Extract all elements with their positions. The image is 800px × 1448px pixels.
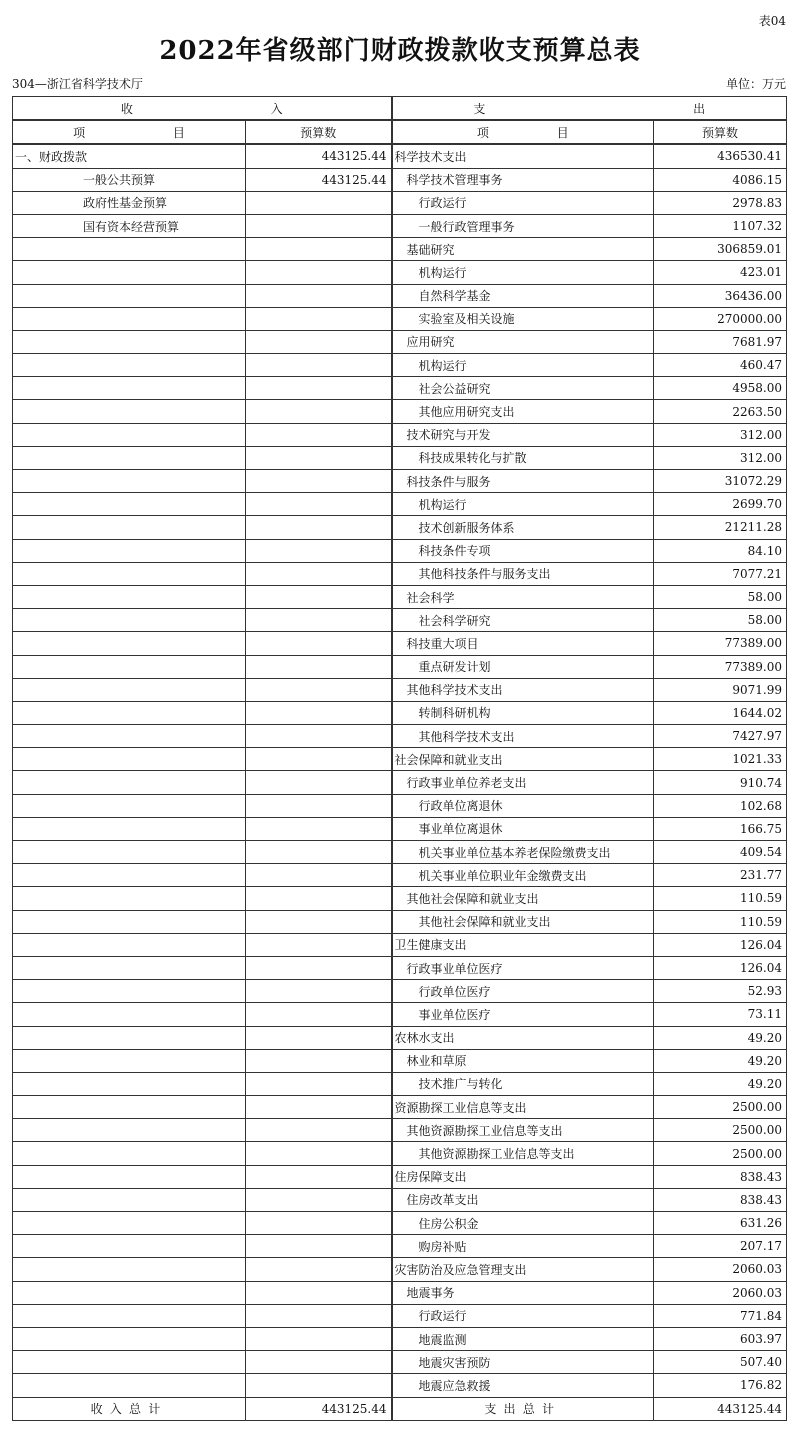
income-value-cell [246, 1188, 392, 1211]
expense-item-cell: 地震灾害预防 [392, 1351, 654, 1374]
income-value-cell [246, 980, 392, 1003]
department-label: 304—浙江省科学技术厅 [12, 77, 143, 91]
expense-item-cell: 技术研究与开发 [392, 423, 654, 446]
expense-value-cell: 110.59 [654, 910, 787, 933]
table-number: 表04 [758, 14, 786, 28]
income-item-cell [13, 1119, 246, 1142]
expense-value-cell: 771.84 [654, 1304, 787, 1327]
expense-value-cell: 306859.01 [654, 238, 787, 261]
expense-value-cell: 36436.00 [654, 284, 787, 307]
income-item-cell [13, 910, 246, 933]
income-value-cell [246, 933, 392, 956]
expense-value-cell: 409.54 [654, 841, 787, 864]
income-item-cell [13, 1304, 246, 1327]
expense-value-cell: 2263.50 [654, 400, 787, 423]
table-row [13, 307, 787, 330]
expense-value-cell: 49.20 [654, 1026, 787, 1049]
expense-item-cell: 行政运行 [392, 191, 654, 214]
expense-item-cell: 其他社会保障和就业支出 [392, 887, 654, 910]
expense-value-cell: 270000.00 [654, 307, 787, 330]
income-item-cell: 政府性基金预算 [13, 191, 246, 214]
table-row [13, 1281, 787, 1304]
expense-item-cell: 实验室及相关设施 [392, 307, 654, 330]
expense-item-cell: 其他科学技术支出 [392, 725, 654, 748]
table-row [13, 284, 787, 307]
income-value-cell [246, 470, 392, 493]
expense-value-cell: 1021.33 [654, 748, 787, 771]
expense-item-cell: 林业和草原 [392, 1049, 654, 1072]
expense-item-header: 项 目 [392, 120, 654, 144]
expense-value-cell: 631.26 [654, 1212, 787, 1235]
budget-table [12, 96, 787, 1421]
income-item-cell [13, 864, 246, 887]
income-item-cell [13, 284, 246, 307]
income-value-cell [246, 400, 392, 423]
expense-value-cell: 910.74 [654, 771, 787, 794]
income-value-cell [246, 1281, 392, 1304]
table-row [13, 423, 787, 446]
table-row [13, 1072, 787, 1095]
income-value-cell [246, 910, 392, 933]
expense-value-cell: 49.20 [654, 1049, 787, 1072]
income-value-cell [246, 1096, 392, 1119]
table-row [13, 1119, 787, 1142]
income-item-cell [13, 539, 246, 562]
income-item-cell [13, 585, 246, 608]
expense-value-cell: 1107.32 [654, 214, 787, 237]
expense-item-cell: 其他资源勘探工业信息等支出 [392, 1119, 654, 1142]
income-value-cell [246, 1049, 392, 1072]
expense-value-cell: 231.77 [654, 864, 787, 887]
expense-value-cell: 84.10 [654, 539, 787, 562]
totals-row [13, 1397, 787, 1420]
expense-item-cell: 其他科技条件与服务支出 [392, 562, 654, 585]
income-item-cell [13, 1235, 246, 1258]
income-value-cell [246, 562, 392, 585]
expense-item-cell: 科学技术支出 [392, 144, 654, 168]
income-value-cell [246, 214, 392, 237]
table-row [13, 1188, 787, 1211]
income-item-cell [13, 748, 246, 771]
income-item-cell [13, 701, 246, 724]
income-item-cell [13, 841, 246, 864]
income-item-cell [13, 423, 246, 446]
income-item-cell [13, 400, 246, 423]
expense-item-cell: 技术推广与转化 [392, 1072, 654, 1095]
page-title: 2022年省级部门财政拨款收支预算总表 [159, 36, 641, 66]
income-item-cell [13, 771, 246, 794]
table-row [13, 168, 787, 191]
income-item-cell [13, 330, 246, 353]
income-item-header: 项 目 [13, 120, 246, 144]
expense-item-cell: 行政单位离退休 [392, 794, 654, 817]
expense-item-cell: 农林水支出 [392, 1026, 654, 1049]
table-row [13, 1142, 787, 1165]
income-total-label: 收入总计 [13, 1397, 246, 1420]
table-row [13, 191, 787, 214]
expense-item-cell: 自然科学基金 [392, 284, 654, 307]
expense-total-label: 支出总计 [392, 1397, 654, 1420]
expense-budget-header: 预算数 [654, 120, 787, 144]
income-item-cell [13, 655, 246, 678]
expense-item-cell: 科学技术管理事务 [392, 168, 654, 191]
expense-item-cell: 机构运行 [392, 261, 654, 284]
income-item-cell [13, 609, 246, 632]
table-row [13, 1096, 787, 1119]
income-item-cell [13, 562, 246, 585]
income-value-cell [246, 1072, 392, 1095]
expense-item-cell: 社会科学研究 [392, 609, 654, 632]
expense-value-cell: 58.00 [654, 585, 787, 608]
table-row [13, 748, 787, 771]
expense-value-cell: 176.82 [654, 1374, 787, 1397]
income-item-cell [13, 817, 246, 840]
income-value-cell [246, 261, 392, 284]
expense-item-cell: 机构运行 [392, 493, 654, 516]
expense-value-cell: 4086.15 [654, 168, 787, 191]
income-value-cell: 443125.44 [246, 168, 392, 191]
table-row [13, 1327, 787, 1350]
table-row [13, 493, 787, 516]
table-row [13, 817, 787, 840]
income-value-cell [246, 1003, 392, 1026]
income-value-cell [246, 423, 392, 446]
income-value-cell [246, 609, 392, 632]
income-item-cell [13, 887, 246, 910]
expense-value-cell: 2060.03 [654, 1281, 787, 1304]
expense-value-cell: 312.00 [654, 423, 787, 446]
table-row [13, 539, 787, 562]
table-row [13, 238, 787, 261]
income-item-cell [13, 238, 246, 261]
expense-value-cell: 2500.00 [654, 1119, 787, 1142]
income-item-cell [13, 377, 246, 400]
income-value-cell [246, 748, 392, 771]
income-value-cell [246, 887, 392, 910]
table-row [13, 933, 787, 956]
income-item-cell [13, 980, 246, 1003]
table-row [13, 261, 787, 284]
income-value-cell [246, 1212, 392, 1235]
income-item-cell [13, 1165, 246, 1188]
income-item-cell [13, 1258, 246, 1281]
table-row [13, 771, 787, 794]
income-value-cell [246, 1235, 392, 1258]
expense-item-cell: 行政事业单位养老支出 [392, 771, 654, 794]
income-item-cell [13, 725, 246, 748]
expense-value-cell: 603.97 [654, 1327, 787, 1350]
income-item-cell [13, 1374, 246, 1397]
expense-value-cell: 207.17 [654, 1235, 787, 1258]
expense-value-cell: 2500.00 [654, 1096, 787, 1119]
income-item-cell [13, 470, 246, 493]
income-item-cell: 一、财政拨款 [13, 144, 246, 168]
table-row [13, 980, 787, 1003]
income-item-cell: 国有资本经营预算 [13, 214, 246, 237]
income-item-cell [13, 516, 246, 539]
income-budget-header: 预算数 [246, 120, 392, 144]
expense-section-header: 支 出 [392, 97, 787, 121]
income-value-cell [246, 632, 392, 655]
unit-label: 单位：万元 [725, 77, 786, 91]
income-item-cell [13, 1351, 246, 1374]
income-value-cell [246, 493, 392, 516]
expense-value-cell: 73.11 [654, 1003, 787, 1026]
expense-item-cell: 灾害防治及应急管理支出 [392, 1258, 654, 1281]
income-value-cell [246, 1119, 392, 1142]
expense-value-cell: 110.59 [654, 887, 787, 910]
expense-value-cell: 126.04 [654, 933, 787, 956]
income-value-cell [246, 539, 392, 562]
table-row [13, 354, 787, 377]
expense-item-cell: 技术创新服务体系 [392, 516, 654, 539]
expense-total-value: 443125.44 [654, 1397, 787, 1420]
expense-item-cell: 资源勘探工业信息等支出 [392, 1096, 654, 1119]
expense-value-cell: 1644.02 [654, 701, 787, 724]
income-value-cell [246, 864, 392, 887]
expense-value-cell: 102.68 [654, 794, 787, 817]
expense-value-cell: 126.04 [654, 956, 787, 979]
income-value-cell [246, 1026, 392, 1049]
income-item-cell [13, 1142, 246, 1165]
table-row [13, 1304, 787, 1327]
income-item-cell [13, 956, 246, 979]
income-item-cell [13, 1096, 246, 1119]
expense-item-cell: 住房保障支出 [392, 1165, 654, 1188]
table-row [13, 585, 787, 608]
income-item-cell [13, 1072, 246, 1095]
income-value-cell [246, 701, 392, 724]
income-item-cell [13, 1003, 246, 1026]
table-row [13, 562, 787, 585]
expense-item-cell: 事业单位医疗 [392, 1003, 654, 1026]
table-row [13, 655, 787, 678]
expense-item-cell: 其他科学技术支出 [392, 678, 654, 701]
expense-value-cell: 2060.03 [654, 1258, 787, 1281]
income-item-cell [13, 307, 246, 330]
table-row [13, 377, 787, 400]
expense-value-cell: 4958.00 [654, 377, 787, 400]
expense-item-cell: 机关事业单位职业年金缴费支出 [392, 864, 654, 887]
table-row [13, 1351, 787, 1374]
income-value-cell [246, 655, 392, 678]
table-row [13, 330, 787, 353]
expense-value-cell: 49.20 [654, 1072, 787, 1095]
income-value-cell [246, 284, 392, 307]
expense-value-cell: 7427.97 [654, 725, 787, 748]
expense-item-cell: 住房改革支出 [392, 1188, 654, 1211]
expense-value-cell: 7681.97 [654, 330, 787, 353]
income-value-cell [246, 1351, 392, 1374]
income-item-cell [13, 493, 246, 516]
income-item-cell [13, 933, 246, 956]
expense-value-cell: 52.93 [654, 980, 787, 1003]
table-row [13, 887, 787, 910]
table-row [13, 701, 787, 724]
table-row [13, 144, 787, 168]
table-row [13, 956, 787, 979]
expense-item-cell: 地震应急救援 [392, 1374, 654, 1397]
expense-item-cell: 重点研发计划 [392, 655, 654, 678]
expense-value-cell: 2699.70 [654, 493, 787, 516]
expense-item-cell: 行政事业单位医疗 [392, 956, 654, 979]
table-row [13, 910, 787, 933]
expense-item-cell: 一般行政管理事务 [392, 214, 654, 237]
income-value-cell [246, 771, 392, 794]
expense-item-cell: 行政单位医疗 [392, 980, 654, 1003]
expense-value-cell: 58.00 [654, 609, 787, 632]
header-row-columns [13, 120, 787, 144]
expense-item-cell: 地震监测 [392, 1327, 654, 1350]
expense-value-cell: 2500.00 [654, 1142, 787, 1165]
income-item-cell: 一般公共预算 [13, 168, 246, 191]
income-item-cell [13, 1212, 246, 1235]
income-item-cell [13, 446, 246, 469]
expense-value-cell: 2978.83 [654, 191, 787, 214]
expense-item-cell: 其他应用研究支出 [392, 400, 654, 423]
header-row-sections [13, 97, 787, 121]
income-total-value: 443125.44 [246, 1397, 392, 1420]
income-value-cell [246, 956, 392, 979]
income-value-cell [246, 1304, 392, 1327]
expense-item-cell: 科技条件与服务 [392, 470, 654, 493]
table-row [13, 864, 787, 887]
income-value-cell [246, 1327, 392, 1350]
expense-item-cell: 基础研究 [392, 238, 654, 261]
income-value-cell [246, 446, 392, 469]
expense-value-cell: 507.40 [654, 1351, 787, 1374]
expense-value-cell: 9071.99 [654, 678, 787, 701]
income-value-cell [246, 238, 392, 261]
income-value-cell: 443125.44 [246, 144, 392, 168]
expense-item-cell: 机关事业单位基本养老保险缴费支出 [392, 841, 654, 864]
income-value-cell [246, 841, 392, 864]
table-row [13, 794, 787, 817]
income-item-cell [13, 1026, 246, 1049]
income-item-cell [13, 794, 246, 817]
expense-item-cell: 应用研究 [392, 330, 654, 353]
income-item-cell [13, 261, 246, 284]
expense-item-cell: 社会科学 [392, 585, 654, 608]
expense-value-cell: 7077.21 [654, 562, 787, 585]
expense-item-cell: 社会公益研究 [392, 377, 654, 400]
income-value-cell [246, 1142, 392, 1165]
income-item-cell [13, 354, 246, 377]
expense-item-cell: 住房公积金 [392, 1212, 654, 1235]
income-value-cell [246, 307, 392, 330]
income-value-cell [246, 585, 392, 608]
expense-item-cell: 购房补贴 [392, 1235, 654, 1258]
table-row [13, 841, 787, 864]
income-value-cell [246, 377, 392, 400]
expense-item-cell: 科技成果转化与扩散 [392, 446, 654, 469]
table-row [13, 1212, 787, 1235]
expense-item-cell: 社会保障和就业支出 [392, 748, 654, 771]
income-section-header: 收 入 [13, 97, 392, 121]
table-row [13, 678, 787, 701]
income-value-cell [246, 1374, 392, 1397]
expense-item-cell: 其他资源勘探工业信息等支出 [392, 1142, 654, 1165]
income-item-cell [13, 632, 246, 655]
table-row [13, 632, 787, 655]
expense-value-cell: 436530.41 [654, 144, 787, 168]
income-value-cell [246, 191, 392, 214]
income-item-cell [13, 1049, 246, 1072]
income-value-cell [246, 817, 392, 840]
expense-item-cell: 机构运行 [392, 354, 654, 377]
income-value-cell [246, 354, 392, 377]
expense-item-cell: 地震事务 [392, 1281, 654, 1304]
income-value-cell [246, 516, 392, 539]
table-row [13, 214, 787, 237]
table-row [13, 609, 787, 632]
table-row [13, 446, 787, 469]
income-item-cell [13, 678, 246, 701]
expense-value-cell: 77389.00 [654, 632, 787, 655]
expense-item-cell: 其他社会保障和就业支出 [392, 910, 654, 933]
expense-value-cell: 423.01 [654, 261, 787, 284]
income-value-cell [246, 1165, 392, 1188]
table-row [13, 1049, 787, 1072]
table-row [13, 725, 787, 748]
income-value-cell [246, 794, 392, 817]
expense-item-cell: 科技条件专项 [392, 539, 654, 562]
income-value-cell [246, 678, 392, 701]
expense-item-cell: 行政运行 [392, 1304, 654, 1327]
income-item-cell [13, 1327, 246, 1350]
expense-value-cell: 31072.29 [654, 470, 787, 493]
income-value-cell [246, 330, 392, 353]
expense-item-cell: 卫生健康支出 [392, 933, 654, 956]
expense-value-cell: 77389.00 [654, 655, 787, 678]
expense-value-cell: 21211.28 [654, 516, 787, 539]
table-row [13, 1374, 787, 1397]
table-row [13, 1258, 787, 1281]
expense-value-cell: 166.75 [654, 817, 787, 840]
expense-value-cell: 838.43 [654, 1188, 787, 1211]
expense-item-cell: 科技重大项目 [392, 632, 654, 655]
expense-value-cell: 838.43 [654, 1165, 787, 1188]
table-row [13, 516, 787, 539]
table-row [13, 400, 787, 423]
expense-item-cell: 转制科研机构 [392, 701, 654, 724]
table-row [13, 1003, 787, 1026]
expense-value-cell: 312.00 [654, 446, 787, 469]
income-value-cell [246, 725, 392, 748]
table-row [13, 1235, 787, 1258]
income-value-cell [246, 1258, 392, 1281]
income-item-cell [13, 1281, 246, 1304]
table-row [13, 1165, 787, 1188]
expense-value-cell: 460.47 [654, 354, 787, 377]
table-row [13, 1026, 787, 1049]
income-item-cell [13, 1188, 246, 1211]
expense-item-cell: 事业单位离退休 [392, 817, 654, 840]
table-row [13, 470, 787, 493]
